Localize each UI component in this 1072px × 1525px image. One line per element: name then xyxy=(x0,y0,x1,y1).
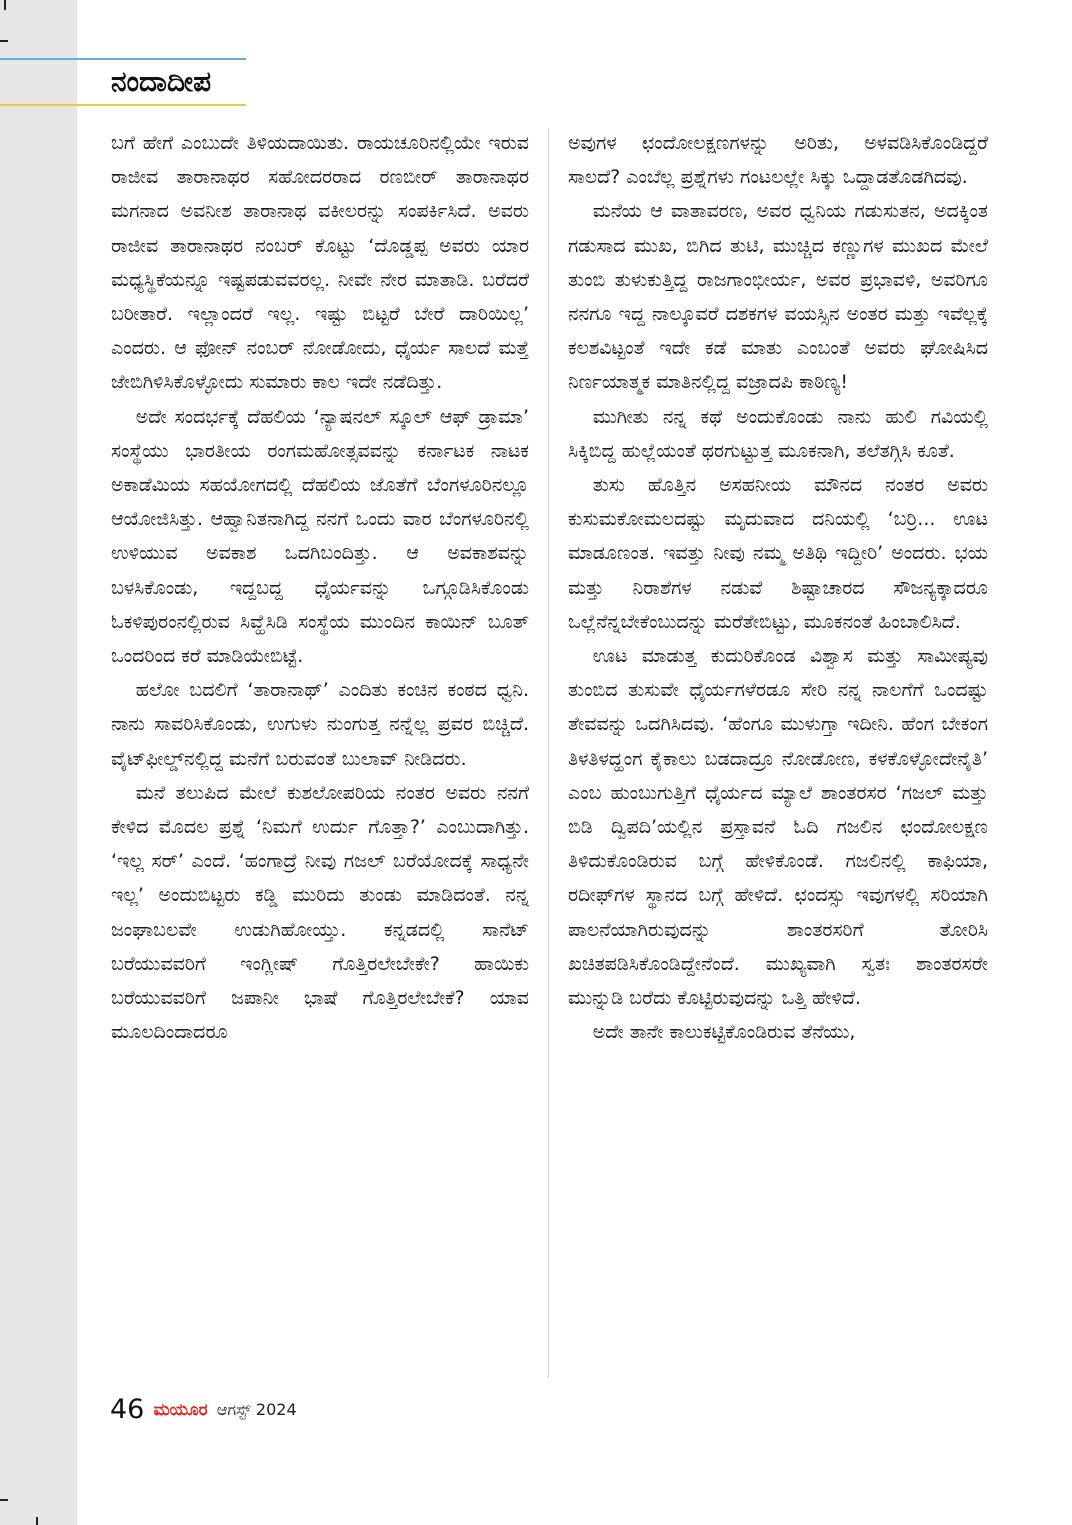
crop-mark-bottom-left xyxy=(0,1499,8,1501)
article-column-left xyxy=(111,126,529,1382)
issue-date: ಆಗಸ್ಟ್ 2024 xyxy=(216,1400,297,1419)
paragraph: ಹಲೋ ಬದಲಿಗೆ ‘ತಾರಾನಾಥ್’ ಎಂದಿತು ಕಂಚಿನ ಕಂಠದ ಧ್ವನಿ. ನಾನು ಸಾವರಿಸಿಕೊಂಡು, ಉಗುಳು ನುಂಗುತ್ತ ನನ್ನೆಲ್ಲ ಪ್ರವರ ಬಿಚ್ಚಿದೆ. ವೈಟ್‌ಫೀಲ್ಡ್‌ನಲ್ಲಿದ್ದ ಮನೆಗೆ ಬರುವಂತೆ ಬುಲಾವ್ ನೀಡಿದರು. xyxy=(111,679,529,770)
paragraph: ಅದೇ ಸಂದರ್ಭಕ್ಕೆ ದೆಹಲಿಯ ‘ನ್ಯಾಷನಲ್ ಸ್ಕೂಲ್ ಆಫ್ ಡ್ರಾಮಾ’ ಸಂಸ್ಥೆಯು ಭಾರತೀಯ ರಂಗಮಹೋತ್ಸವವನ್ನು ಕರ್ನಾಟಕ ನಾಟಕ ಅಕಾಡೆಮಿಯ ಸಹಯೋಗದಲ್ಲಿ ದೆಹಲಿಯ ಜೊತೆಗೆ ಬೆಂಗಳೂರಿನಲ್ಲೂ ಆಯೋಜಿಸಿತ್ತು. ಆಹ್ವಾನಿತನಾಗಿದ್ದ ನನಗೆ ಒಂದು ವಾರ ಬೆಂಗಳೂರಿನಲ್ಲಿ ಉಳಿಯುವ ಅವಕಾಶ ಒದಗಿಬಂದಿತ್ತು. ಆ ಅವಕಾಶವನ್ನು ಬಳಸಿಕೊಂಡು, ಇದ್ದಬದ್ದ ಧೈರ್ಯವನ್ನು ಒಗ್ಗೂಡಿಸಿಕೊಂಡು ಓಕಳಿಪುರಂನಲ್ಲಿರುವ ಸಿವ್ಹೆಸಿಡಿ ಸಂಸ್ಥೆಯ ಮುಂದಿನ ಕಾಯಿನ್ ಬೂತ್ ಒಂದರಿಂದ ಕರೆ ಮಾಡಿಯೇಬಿಟ್ಟೆ. xyxy=(111,405,529,668)
paragraph: ಬಗೆ ಹೇಗೆ ಎಂಬುದೇ ತಿಳಿಯದಾಯಿತು. ರಾಯಚೂರಿನಲ್ಲಿಯೇ ಇರುವ ರಾಜೀವ ತಾರಾನಾಥರ ಸಹೋದರರಾದ ರಣಬೀರ್ ತಾರಾನಾಥರ ಮಗನಾದ ಅವನೀಶ ತಾರಾನಾಥ ವಕೀಲರನ್ನು ಸಂಪರ್ಕಿಸಿದೆ. ಅವರು ರಾಜೀವ ತಾರಾನಾಥರ ನಂಬರ್ ಕೊಟ್ಟು ‘ದೊಡ್ಡಪ್ಪ ಅವರು ಯಾರ ಮಧ್ಯಸ್ಥಿಕೆಯನ್ನೂ ಇಷ್ಟಪಡುವವರಲ್ಲ. ನೀವೇ ನೇರ ಮಾತಾಡಿ. ಬರೆದರೆ ಬರೀತಾರೆ. ಇಲ್ಲಾಂದರೆ ಇಲ್ಲ. ಇಷ್ಟು ಬಿಟ್ಟರೆ ಬೇರೆ ದಾರಿಯಿಲ್ಲ’ ಎಂದರು. ಆ ಫೋನ್ ನಂಬರ್ ನೋಡೋದು, ಧೈರ್ಯ ಸಾಲದೆ ಮತ್ತೆ ಜೇಬಿಗಿಳಿಸಿಕೊಳ್ಳೋದು ಸುಮಾರು ಕಾಲ ಇದೇ ನಡೆದಿತ್ತು. xyxy=(111,132,529,394)
article-column-right xyxy=(568,126,988,1382)
header-rule-top xyxy=(0,58,246,60)
section-title: ನಂದಾದೀಪ xyxy=(111,65,212,98)
header-rule-bottom xyxy=(0,104,246,106)
paragraph: ಊಟ ಮಾಡುತ್ತ ಕುದುರಿಕೊಂಡ ವಿಶ್ವಾಸ ಮತ್ತು ಸಾಮೀಪ್ಯವು ತುಂಬಿದ ತುಸುವೇ ಧೈರ್ಯಗಳೆರಡೂ ಸೇರಿ ನನ್ನ ನಾಲಗೆಗೆ ಒಂದಷ್ಟು ತೇವವನ್ನು ಒದಗಿಸಿದವು. ‘ಹೆಂಗೂ ಮುಳುಗ್ತಾ ಇದೀನಿ. ಹೆಂಗ ಬೇಕಂಗ ತಿಳತಿಳದ್ಹಂಗ ಕೈಕಾಲು ಬಡದಾದ್ರೂ ನೋಡೋಣ, ಕಳಕೊಳ್ಳೋದೇನೈತಿ’ ಎಂಬ ಹುಂಬುಗುತ್ತಿಗೆ ಧೈರ್ಯದ ಮ್ಯಾಲೆ ಶಾಂತರಸರ ‘ಗಜಲ್ ಮತ್ತು ಬಿಡಿ ದ್ವಿಪದಿ’ಯಲ್ಲಿನ ಪ್ರಸ್ತಾವನೆ ಓದಿ ಗಜಲಿನ ಛಂದೋಲಕ್ಷಣ ತಿಳಿದುಕೊಂಡಿರುವ ಬಗ್ಗೆ ಹೇಳಿಕೊಂಡೆ. ಗಜಲಿನಲ್ಲಿ ಕಾಫಿಯಾ, ರದೀಫ್‌ಗಳ ಸ್ಥಾನದ ಬಗ್ಗೆ ಹೇಳಿದೆ. ಛಂದಸ್ಸು ಇವುಗಳಲ್ಲಿ ಸರಿಯಾಗಿ ಪಾಲನೆಯಾಗಿರುವುದನ್ನು ಶಾಂತರಸರಿಗೆ ತೋರಿಸಿ ಖಚಿತಪಡಿಸಿಕೊಂಡಿದ್ದೇನೆಂದೆ. ಮುಖ್ಯವಾಗಿ ಸ್ವತಃ ಶಾಂತರಸರೇ ಮುನ್ನುಡಿ ಬರೆದು ಕೊಟ್ಟಿರುವುದನ್ನು ಒತ್ತಿ ಹೇಳಿದೆ. xyxy=(568,645,988,1010)
column-divider xyxy=(548,128,549,1378)
page-footer xyxy=(110,1393,297,1427)
paragraph: ಅವುಗಳ ಛಂದೋಲಕ್ಷಣಗಳನ್ನು ಅರಿತು, ಅಳವಡಿಸಿಕೊಂಡಿದ್ದರೆ ಸಾಲದೆ? ಎಂಬೆಲ್ಲ ಪ್ರಶ್ನೆಗಳು ಗಂಟಲಲ್ಲೇ ಸಿಕ್ಕು ಒದ್ದಾಡತೊಡಗಿದವು. xyxy=(568,132,988,189)
paragraph: ಮನೆಯ ಆ ವಾತಾವರಣ, ಅವರ ಧ್ವನಿಯ ಗಡುಸುತನ, ಅದಕ್ಕಿಂತ ಗಡುಸಾದ ಮುಖ, ಬಿಗಿದ ತುಟಿ, ಮುಚ್ಚಿದ ಕಣ್ಣುಗಳ ಮುಖದ ಮೇಲೆ ತುಂಬಿ ತುಳುಕುತ್ತಿದ್ದ ರಾಜಗಾಂಭೀರ್ಯ, ಅವರ ಪ್ರಭಾವಳಿ, ಅವರಿಗೂ ನನಗೂ ಇದ್ದ ನಾಲ್ಕೂವರೆ ದಶಕಗಳ ವಯಸ್ಸಿನ ಅಂತರ ಮತ್ತು ಇವೆಲ್ಲಕ್ಕೆ ಕಲಶವಿಟ್ಟಂತೆ ಇದೇ ಕಡೆ ಮಾತು ಎಂಬಂತೆ ಅವರು ಘೋಷಿಸಿದ ನಿರ್ಣಯಾತ್ಮಕ ಮಾತಿನಲ್ಲಿದ್ದ ವಜ್ರಾದಪಿ ಕಾಠಿಣ್ಯ! xyxy=(568,200,988,394)
paragraph: ತುಸು ಹೊತ್ತಿನ ಅಸಹನೀಯ ಮೌನದ ನಂತರ ಅವರು ಕುಸುಮಕೋಮಲದಷ್ಟು ಮೃದುವಾದ ದನಿಯಲ್ಲಿ ‘ಬರ್ರಿ... ಊಟ ಮಾಡೂಣಂತ. ಇವತ್ತು ನೀವು ನಮ್ಮ ಅತಿಥಿ ಇದ್ದೀರಿ’ ಅಂದರು. ಭಯ ಮತ್ತು ನಿರಾಶೆಗಳ ನಡುವೆ ಶಿಷ್ಟಾಚಾರದ ಸೌಜನ್ಯಕ್ಕಾದರೂ ಒಲ್ಲೆನೆನ್ನಬೇಕೆಂಬುದನ್ನು ಮರೆತೇಬಿಟ್ಟು, ಮೂಕನಂತೆ ಹಿಂಬಾಲಿಸಿದೆ. xyxy=(568,474,988,633)
magazine-name: ಮಯೂರ xyxy=(153,1400,208,1420)
page-margin-band xyxy=(0,0,77,1525)
crop-mark-top-left xyxy=(0,40,8,42)
crop-mark-top xyxy=(4,0,6,10)
crop-mark-bottom xyxy=(36,1517,38,1525)
paragraph: ಮುಗೀತು ನನ್ನ ಕಥೆ ಅಂದುಕೊಂಡು ನಾನು ಹುಲಿ ಗವಿಯಲ್ಲಿ ಸಿಕ್ಕಿಬಿದ್ದ ಹುಲ್ಲೆಯಂತೆ ಥರಗುಟ್ಟುತ್ತ ಮೂಕನಾಗಿ, ತಲೆತಗ್ಗಿಸಿ ಕೂತೆ. xyxy=(568,405,988,462)
page-number: 46 xyxy=(110,1394,145,1425)
paragraph: ಅದೇ ತಾನೇ ಕಾಲುಕಟ್ಟಿಕೊಂಡಿರುವ ತೆನೆಯು, xyxy=(592,1021,856,1044)
paragraph: ಮನೆ ತಲುಪಿದ ಮೇಲೆ ಕುಶಲೋಪರಿಯ ನಂತರ ಅವರು ನನಗೆ ಕೇಳಿದ ಮೊದಲ ಪ್ರಶ್ನೆ ‘ನಿಮಗೆ ಉರ್ದು ಗೊತ್ತಾ?’ ಎಂಬುದಾಗಿತ್ತು. ‘ಇಲ್ಲ ಸರ್’ ಎಂದೆ. ‘ಹಂಗಾದ್ರೆ ನೀವು ಗಜಲ್ ಬರೆಯೋದಕ್ಕೆ ಸಾಧ್ಯನೇ ಇಲ್ಲ’ ಅಂದುಬಿಟ್ಟರು ಕಡ್ಡಿ ಮುರಿದು ತುಂಡು ಮಾಡಿದಂತೆ. ನನ್ನ ಜಂಘಾಬಲವೇ ಉಡುಗಿಹೋಯ್ತು. ಕನ್ನಡದಲ್ಲಿ ಸಾನೆಟ್ ಬರೆಯುವವರಿಗೆ ಇಂಗ್ಲೀಷ್ ಗೊತ್ತಿರಲೇಬೇಕೇ? ಹಾಯಿಕು ಬರೆಯುವವರಿಗೆ ಜಪಾನೀ ಭಾಷೆ ಗೊತ್ತಿರಲೇಬೇಕೆ? ಯಾವ ಮೂಲದಿಂದಾದರೂ xyxy=(111,781,529,1044)
